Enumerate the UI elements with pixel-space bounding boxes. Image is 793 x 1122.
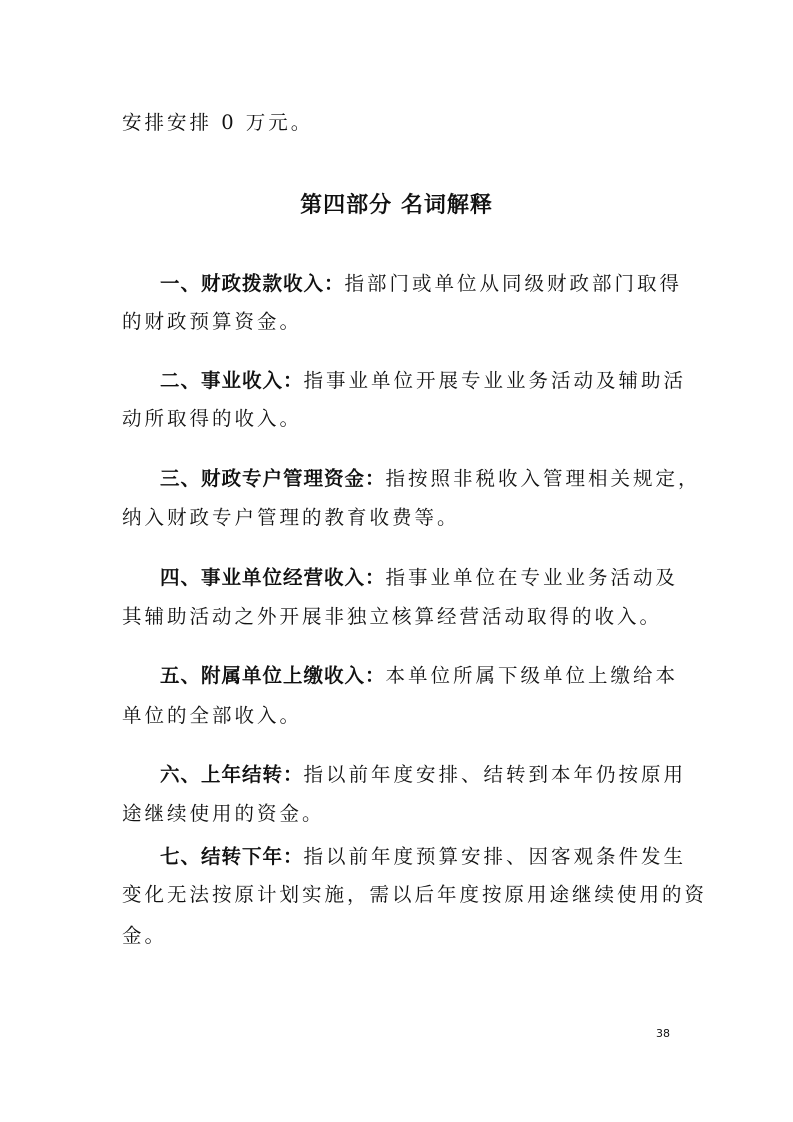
definition-6-text-line-2: 途继续使用的资金。 — [122, 802, 325, 825]
definition-3-text-line-2: 纳入财政专户管理的教育收费等。 — [122, 506, 460, 529]
definition-6-term: 六、上年结转： — [160, 763, 304, 786]
definition-2-first-line — [160, 367, 687, 395]
definition-4-text-line-1: 指事业单位在专业业务活动及 — [385, 566, 679, 589]
definition-2-text-line-1: 指事业单位开展专业业务活动及辅助活 — [303, 369, 687, 392]
definition-3-text-line-1: 指按照非税收入管理相关规定， — [385, 467, 701, 490]
definition-7-text-line-3: 金。 — [122, 924, 168, 947]
page-number: 38 — [656, 1027, 670, 1040]
definition-7-text-line-1: 指以前年度预算安排、因客观条件发生 — [303, 845, 687, 868]
definition-4-term: 四、事业单位经营收入： — [160, 566, 386, 589]
definition-4-first-line — [160, 564, 679, 592]
definition-1-term: 一、财政拨款收入： — [160, 272, 345, 295]
definition-5-text-line-1: 本单位所属下级单位上缴给本 — [385, 664, 679, 687]
definition-3-first-line — [160, 465, 701, 493]
definition-1-text-line-2: 的财政预算资金。 — [122, 310, 303, 333]
intro-line: 安排安排 0 万元。 — [122, 111, 314, 134]
definition-4-text-line-2: 其辅助活动之外开展非独立核算经营活动取得的收入。 — [122, 605, 663, 628]
definition-2-text-line-2: 动所取得的收入。 — [122, 407, 303, 430]
definition-5-term: 五、附属单位上缴收入： — [160, 664, 386, 687]
definition-3-term: 三、财政专户管理资金： — [160, 467, 386, 490]
definition-5-first-line — [160, 662, 679, 690]
definition-1-text-line-1: 指部门或单位从同级财政部门取得 — [344, 272, 683, 295]
definition-6-first-line — [160, 761, 687, 789]
definition-6-text-line-1: 指以前年度安排、结转到本年仍按原用 — [303, 763, 687, 786]
definition-2-term: 二、事业收入： — [160, 369, 304, 392]
section-title: 第四部分 名词解释 — [300, 193, 493, 218]
definition-5-text-line-2: 单位的全部收入。 — [122, 704, 303, 727]
definition-1-first-line — [160, 270, 683, 298]
definition-7-term: 七、结转下年： — [160, 845, 304, 868]
definition-7-text-line-2: 变化无法按原计划实施，需以后年度按原用途继续使用的资 — [122, 883, 708, 906]
definition-7-first-line — [160, 843, 687, 871]
